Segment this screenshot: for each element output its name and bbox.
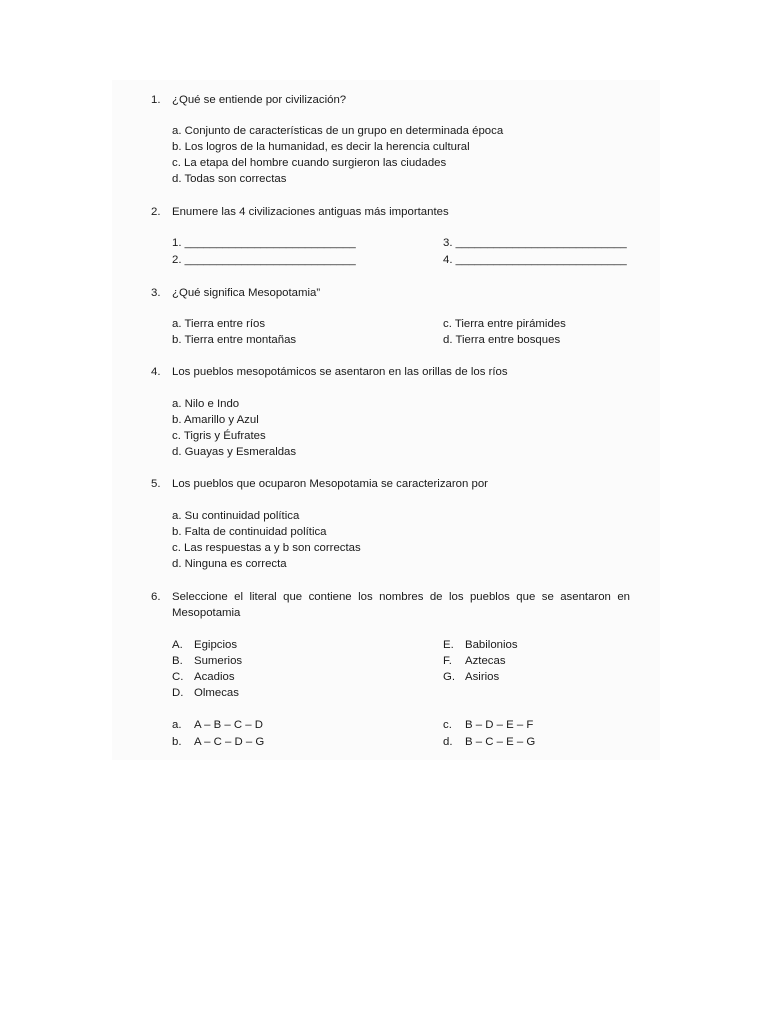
question-3-option-d: d. Tierra entre bosques — [443, 334, 561, 346]
question-4-option-b: b. Amarillo y Azul — [172, 414, 259, 426]
people-letter-f: F. — [443, 655, 452, 667]
question-3-number: 3. — [151, 287, 161, 299]
people-name-a: Egipcios — [194, 639, 238, 651]
answer-blank-2[interactable]: 2. ___________________________ — [172, 254, 356, 266]
people-name-g: Asirios — [465, 671, 500, 683]
question-4-option-d: d. Guayas y Esmeraldas — [172, 446, 297, 458]
question-3-option-a: a. Tierra entre ríos — [172, 318, 266, 330]
question-4-number: 4. — [151, 366, 161, 378]
people-letter-d: D. — [172, 687, 184, 699]
question-1-option-a: a. Conjunto de características de un grupo en determinada época — [172, 125, 504, 137]
answer-value-d: B – C – E – G — [465, 736, 536, 748]
answer-letter-d: d. — [443, 736, 453, 748]
answer-value-b: A – C – D – G — [194, 736, 265, 748]
answer-blank-1[interactable]: 1. ___________________________ — [172, 237, 356, 249]
question-1-text: ¿Qué se entiende por civilización? — [172, 94, 347, 106]
question-1-number: 1. — [151, 94, 161, 106]
question-4-option-a: a. Nilo e Indo — [172, 398, 240, 410]
people-letter-a: A. — [172, 639, 183, 651]
question-1-option-d: d. Todas son correctas — [172, 173, 287, 185]
answer-blank-3[interactable]: 3. ___________________________ — [443, 237, 627, 249]
question-1-option-b: b. Los logros de la humanidad, es decir la herencia cultural — [172, 141, 470, 153]
question-5-option-a: a. Su continuidad política — [172, 510, 300, 522]
people-letter-b: B. — [172, 655, 183, 667]
answer-blank-4[interactable]: 4. ___________________________ — [443, 254, 627, 266]
question-5-text: Los pueblos que ocuparon Mesopotamia se caracterizaron por — [172, 478, 488, 490]
people-name-f: Aztecas — [465, 655, 506, 667]
answer-letter-b: b. — [172, 736, 182, 748]
people-letter-g: G. — [443, 671, 456, 683]
question-3-option-b: b. Tierra entre montañas — [172, 334, 297, 346]
answer-value-c: B – D – E – F — [465, 719, 534, 731]
answer-value-a: A – B – C – D — [194, 719, 264, 731]
question-5-number: 5. — [151, 478, 161, 490]
question-5-option-b: b. Falta de continuidad política — [172, 526, 327, 538]
people-letter-e: E. — [443, 639, 454, 651]
people-name-d: Olmecas — [194, 687, 239, 699]
answer-letter-c: c. — [443, 719, 452, 731]
question-2-number: 2. — [151, 206, 161, 218]
people-name-b: Sumerios — [194, 655, 243, 667]
question-3-option-c: c. Tierra entre pirámides — [443, 318, 566, 330]
answer-letter-a: a. — [172, 719, 182, 731]
question-2-text: Enumere las 4 civilizaciones antiguas más importantes — [172, 206, 449, 218]
people-name-e: Babilonios — [465, 639, 518, 651]
people-name-c: Acadios — [194, 671, 235, 683]
question-4-option-c: c. Tigris y Éufrates — [172, 430, 266, 442]
question-3-text: ¿Qué significa Mesopotamia” — [172, 287, 321, 299]
question-4-text: Los pueblos mesopotámicos se asentaron en las orillas de los ríos — [172, 366, 508, 378]
people-letter-c: C. — [172, 671, 184, 683]
question-5-option-c: c. Las respuestas a y b son correctas — [172, 542, 361, 554]
question-6-text-line-1: Seleccione el literal que contiene los nombres de los pueblos que se asentaron en — [172, 591, 630, 603]
question-5-option-d: d. Ninguna es correcta — [172, 558, 287, 570]
question-6-text-line-2: Mesopotamia — [172, 607, 241, 619]
question-6-number: 6. — [151, 591, 161, 603]
question-1-option-c: c. La etapa del hombre cuando surgieron las ciudades — [172, 157, 447, 169]
